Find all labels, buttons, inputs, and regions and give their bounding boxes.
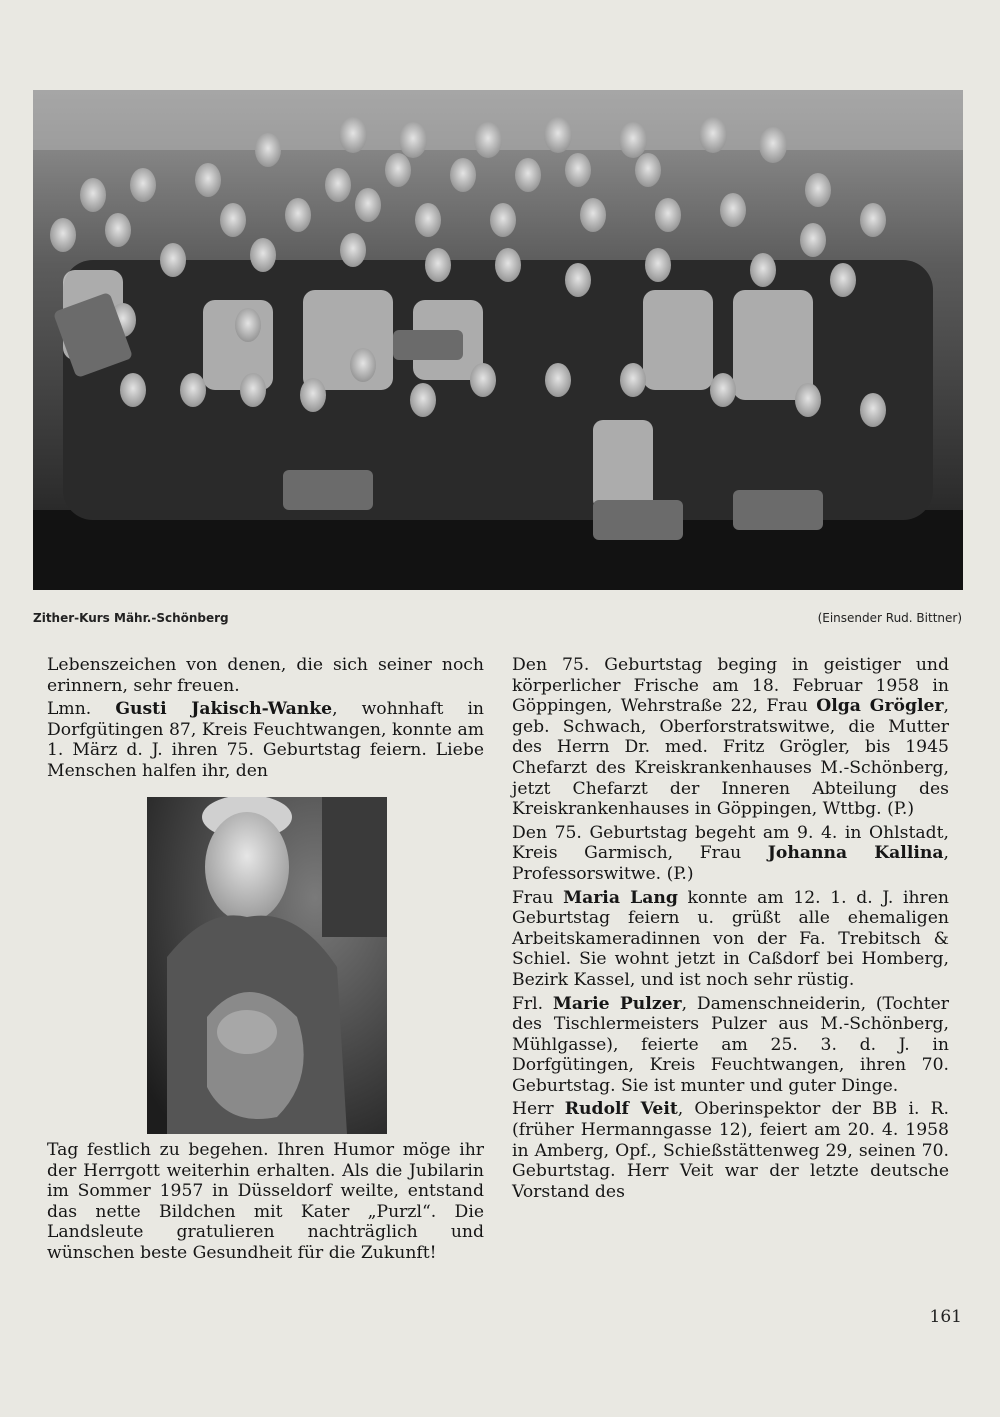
photo-caption-title: Zither-Kurs Mähr.-Schönberg — [33, 611, 229, 625]
paragraph-text: , Damenschneiderin, (Tochter des Tischlermeisters Pulzer aus M.-Schönberg, Mühlgasse), feierte am 25. 3. d. J. in Dorfgütingen, Kreis Feuchtwangen, ihren 70. Geburtstag. Sie ist munter und guter Dinge. — [512, 993, 949, 1096]
paragraph-text: , Professorswitwe. (P.) — [512, 843, 949, 884]
left-column-top — [47, 655, 484, 782]
paragraph-johanna-kallina — [512, 823, 949, 885]
portrait-photo — [147, 797, 387, 1134]
person-name: Johanna Kallina — [767, 843, 944, 864]
paragraph-text: , geb. Schwach, Oberforstratswitwe, die Mutter des Herrn Dr. med. Fritz Grögler, bis 1945 Chefarzt des Kreiskrankenhauses M.-Schönberg, jetzt Chefarzt der Inneren Abteilung des Kreiskrankenhauses in Göppingen, Wttbg. (P.) — [512, 696, 950, 820]
group-photo-image — [33, 90, 963, 590]
paragraph: Tag festlich zu begehen. Ihren Humor möge ihr der Herrgott weiterhin erhalten. Als die Jubilarin im Sommer 1957 in Düsseldorf weilte, entstand das nette Bildchen mit Kater „Purzl“. Die Landsleute gratulieren nachträglich und wünschen beste Gesundheit für die Zukunft! — [47, 1140, 484, 1263]
paragraph-marie-pulzer — [512, 994, 949, 1097]
group-photo — [33, 90, 963, 590]
photo-caption-credit: (Einsender Rud. Bittner) — [817, 611, 962, 625]
paragraph-gusti-jakisch-wanke — [47, 699, 484, 781]
paragraph-text: , Oberinspektor der BB i. R. (früher Hermanngasse 12), feiert am 20. 4. 1958 in Amberg, Opf., Schießstättenweg 29, seinen 70. Geburtstag. Herr Veit war der letzte deutsche Vorstand des — [512, 1099, 949, 1202]
paragraph-olga-grogler — [512, 655, 949, 820]
person-name: Gusti Jakisch-Wanke — [115, 699, 333, 720]
portrait-photo-image — [147, 797, 387, 1134]
paragraph-text: Frl. — [512, 993, 544, 1014]
paragraph-text: , wohnhaft in Dorfgütingen 87, Kreis Feuchtwangen, konnte am 1. März d. J. ihren 75. Geburtstag feiern. Liebe Menschen halfen ihr, den — [47, 699, 485, 781]
paragraph-text: Herr — [512, 1099, 554, 1120]
paragraph-text: Den 75. Geburtstag begeht am 9. 4. in Ohlstadt, Kreis Garmisch, Frau — [512, 822, 949, 864]
person-name: Maria Lang — [563, 887, 678, 908]
paragraph-text: Frau — [512, 887, 554, 908]
right-column — [512, 655, 949, 1202]
person-name: Rudolf Veit — [564, 1099, 678, 1120]
person-name: Marie Pulzer — [552, 993, 682, 1014]
paragraph: Lebenszeichen von denen, die sich seiner noch erinnern, sehr freuen. — [47, 655, 484, 696]
person-name: Olga Grögler — [816, 696, 944, 717]
paragraph-maria-lang — [512, 888, 949, 991]
paragraph-text: konnte am 12. 1. d. J. ihren Geburtstag feiern u. grüßt alle ehemaligen Arbeitskameradinnen von der Fa. Trebitsch & Schiel. Sie wohnt jetzt in Caßdorf bei Homberg, Bezirk Kassel, und ist noch sehr rüstig. — [512, 887, 949, 990]
left-column-bottom — [47, 1140, 484, 1264]
text-prefix: Lmn. — [47, 699, 92, 720]
paragraph-text: Den 75. Geburtstag beging in geistiger und körperlicher Frische am 18. Februar 1958 in Göppingen, Wehrstraße 22, Frau — [512, 655, 949, 717]
page-number: 161 — [929, 1307, 962, 1327]
paragraph-rudolf-veit — [512, 1099, 949, 1202]
